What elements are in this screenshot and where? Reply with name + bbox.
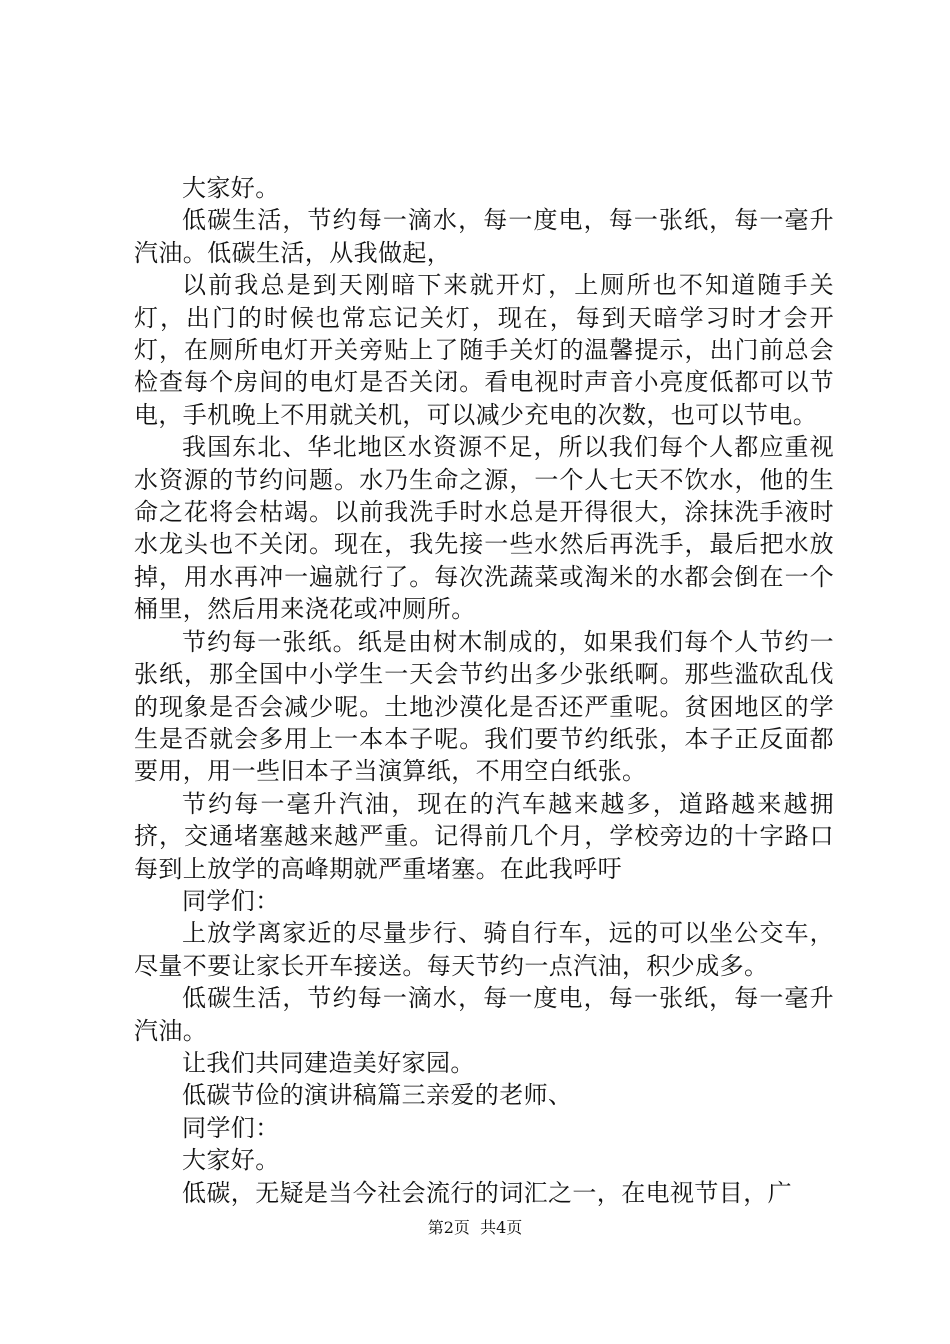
paragraph-water: 我国东北、华北地区水资源不足，所以我们每个人都应重视水资源的节约问题。水乃生命之源，一个人七天不饮水，他的生命之花将会枯竭。以前我洗手时水总是开得很大，涂抹洗手液时水龙头也不关闭。现在，我先接一些水然后再洗手，最后把水放掉，用水再冲一遍就行了。每次洗蔬菜或淘米的水都会倒在一个桶里，然后用来浇花或冲厕所。: [134, 433, 834, 624]
paragraph-section-heading: 低碳节俭的演讲稿篇三亲爱的老师、: [182, 1081, 573, 1110]
paragraph-gasoline: 节约每一毫升汽油，现在的汽车越来越多，道路越来越拥挤，交通堵塞越来越严重。记得前几个月，学校旁边的十字路口每到上放学的高峰期就严重堵塞。在此我呼吁: [134, 789, 834, 883]
paragraph-commute: 上放学离家近的尽量步行、骑自行车，远的可以坐公交车，尽量不要让家长开车接送。每天节约一点汽油，积少成多。: [134, 919, 834, 980]
page-footer: [0, 1218, 950, 1238]
paragraph-low-carbon-intro: 低碳，无疑是当今社会流行的词汇之一，在电视节目，广: [182, 1178, 792, 1207]
paragraph-address-students-2: 同学们：: [182, 1113, 280, 1142]
paragraph-paper: 节约每一张纸。纸是由树木制成的，如果我们每个人节约一张纸，那全国中小学生一天会节约出多少张纸啊。那些滥砍乱伐的现象是否会减少呢。土地沙漠化是否还严重呢。贫困地区的学生是否就会多用上一本本子呢。我们要节约纸张，本子正反面都要用，用一些旧本子当演算纸，不用空白纸张。: [134, 627, 834, 786]
document-body: [134, 172, 834, 1209]
paragraph-closing: 让我们共同建造美好家园。: [182, 1048, 475, 1077]
paragraph-address-students: 同学们：: [182, 886, 280, 915]
paragraph-greeting-2: 大家好。: [182, 1146, 280, 1175]
paragraph-intro: 低碳生活，节约每一滴水，每一度电，每一张纸，每一毫升汽油。低碳生活，从我做起，: [134, 206, 834, 267]
page-number: 第2页 共4页: [427, 1218, 523, 1237]
paragraph-summary: 低碳生活，节约每一滴水，每一度电，每一张纸，每一毫升汽油。: [134, 984, 834, 1045]
paragraph-electricity: 以前我总是到天刚暗下来就开灯，上厕所也不知道随手关灯，出门的时候也常忘记关灯，现在，每到天暗学习时才会开灯，在厕所电灯开关旁贴上了随手关灯的温馨提示，出门前总会检查每个房间的电灯是否关闭。看电视时声音小亮度低都可以节电，手机晚上不用就关机，可以减少充电的次数，也可以节电。: [134, 271, 834, 429]
paragraph-greeting: 大家好。: [182, 174, 280, 202]
